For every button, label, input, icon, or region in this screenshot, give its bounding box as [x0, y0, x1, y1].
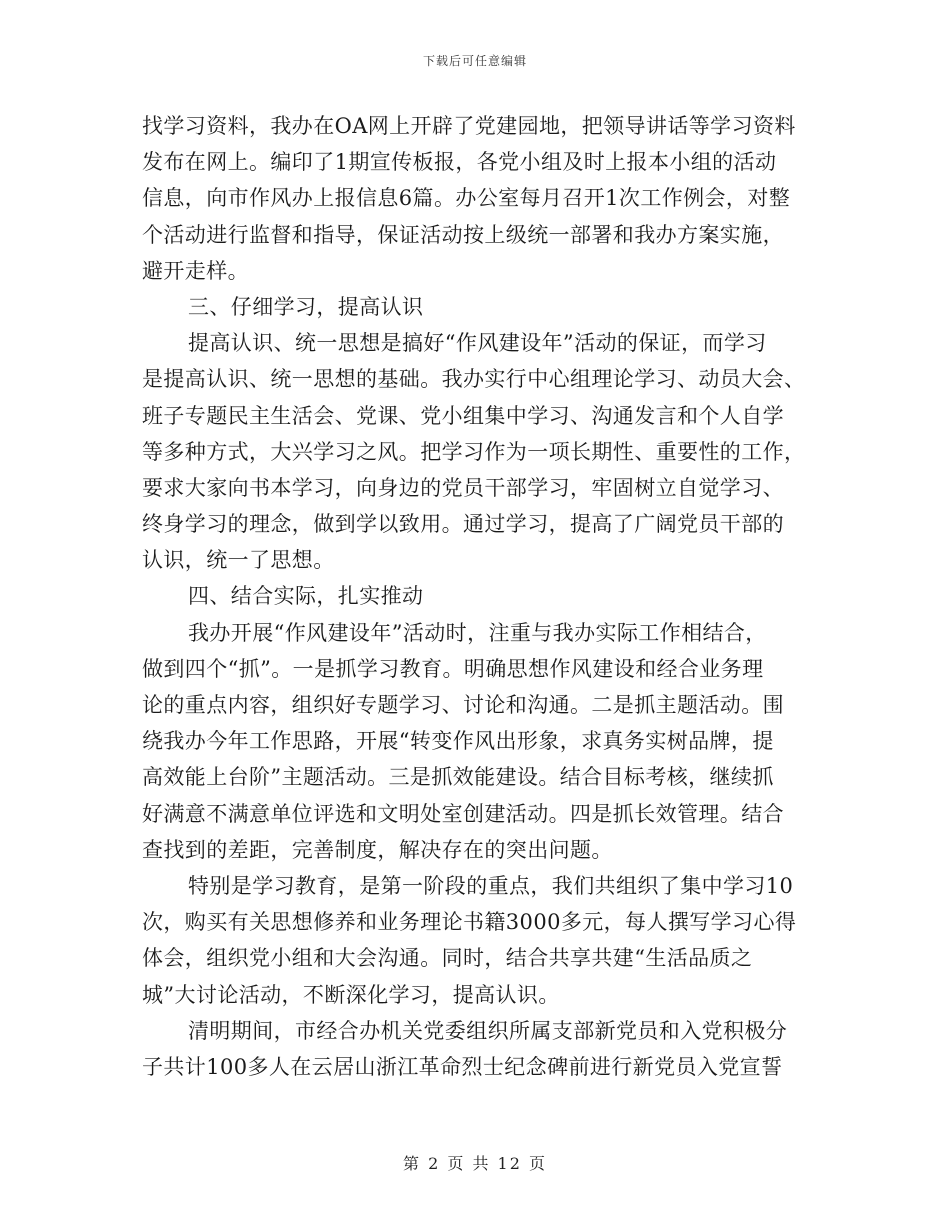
text-line: 四、结合实际，扎实推动: [188, 584, 424, 609]
text-line: 城”大讨论活动，不断深化学习，提高认识。: [142, 982, 560, 1007]
text-line: 三、仔细学习，提高认识: [188, 294, 424, 319]
text-line: 要求大家向书本学习，向身边的党员干部学习，牢固树立自觉学习、: [142, 475, 784, 500]
text-line: 特别是学习教育，是第一阶段的重点，我们共组织了集中学习10: [188, 873, 794, 898]
text-line: 论的重点内容，组织好专题学习、讨论和沟通。二是抓主题活动。围: [142, 693, 784, 717]
text-line: 避开走样。: [142, 258, 249, 283]
text-line: 子共计100多人在云居山浙江革命烈士纪念碑前进行新党员入党宣誓: [142, 1054, 783, 1079]
text-line: 个活动进行监督和指导，保证活动按上级统一部署和我办方案实施，: [142, 222, 784, 247]
text-line: 好满意不满意单位评选和文明处室创建活动。四是抓长效管理。结合: [142, 801, 784, 826]
text-line: 找学习资料，我办在OA网上开辟了党建园地，把领导讲话等学习资料: [142, 114, 796, 138]
text-line: 次，购买有关思想修养和业务理论书籍3000多元，每人撰写学习心得: [142, 910, 797, 935]
text-line: 高效能上台阶”主题活动。三是抓效能建设。结合目标考核，继续抓: [142, 765, 774, 790]
text-line: 认识，统一了思想。: [142, 548, 335, 573]
text-line: 终身学习的理念，做到学以致用。通过学习，提高了广阔党员干部的: [142, 512, 784, 537]
document-body: [142, 108, 812, 1085]
text-line: 查找到的差距，完善制度，解决存在的突出问题。: [142, 837, 613, 862]
text-line: 提高认识、统一思想是搞好“作风建设年”活动的保证，而学习: [188, 331, 767, 356]
page-footer-pagination: 第 2 页 共 12 页: [403, 1154, 547, 1173]
text-line: 等多种方式，大兴学习之风。把学习作为一项长期性、重要性的工作，: [142, 439, 806, 464]
text-line: 做到四个“抓”。一是抓学习教育。明确思想作风建设和经合业务理: [142, 656, 764, 681]
text-line: 绕我办今年工作思路，开展“转变作风出形象，求真务实树品牌，提: [142, 729, 774, 754]
text-line: 信息，向市作风办上报信息6篇。办公室每月召开1次工作例会，对整: [142, 186, 791, 211]
text-line: 是提高认识、统一思想的基础。我办实行中心组理论学习、动员大会、: [142, 367, 806, 392]
text-line: 发布在网上。编印了1期宣传板报，各党小组及时上报本小组的活动: [142, 150, 777, 175]
text-line: 班子专题民主生活会、党课、党小组集中学习、沟通发言和个人自学: [142, 403, 784, 428]
text-line: 清明期间，市经合办机关党委组织所属支部新党员和入党积极分: [188, 1018, 788, 1043]
page-header: 下载后可任意编辑: [422, 54, 527, 68]
text-line: 体会，组织党小组和大会沟通。同时，结合共享共建“生活品质之: [142, 946, 753, 971]
text-line: 我办开展“作风建设年”活动时，注重与我办实际工作相结合，: [188, 620, 767, 645]
